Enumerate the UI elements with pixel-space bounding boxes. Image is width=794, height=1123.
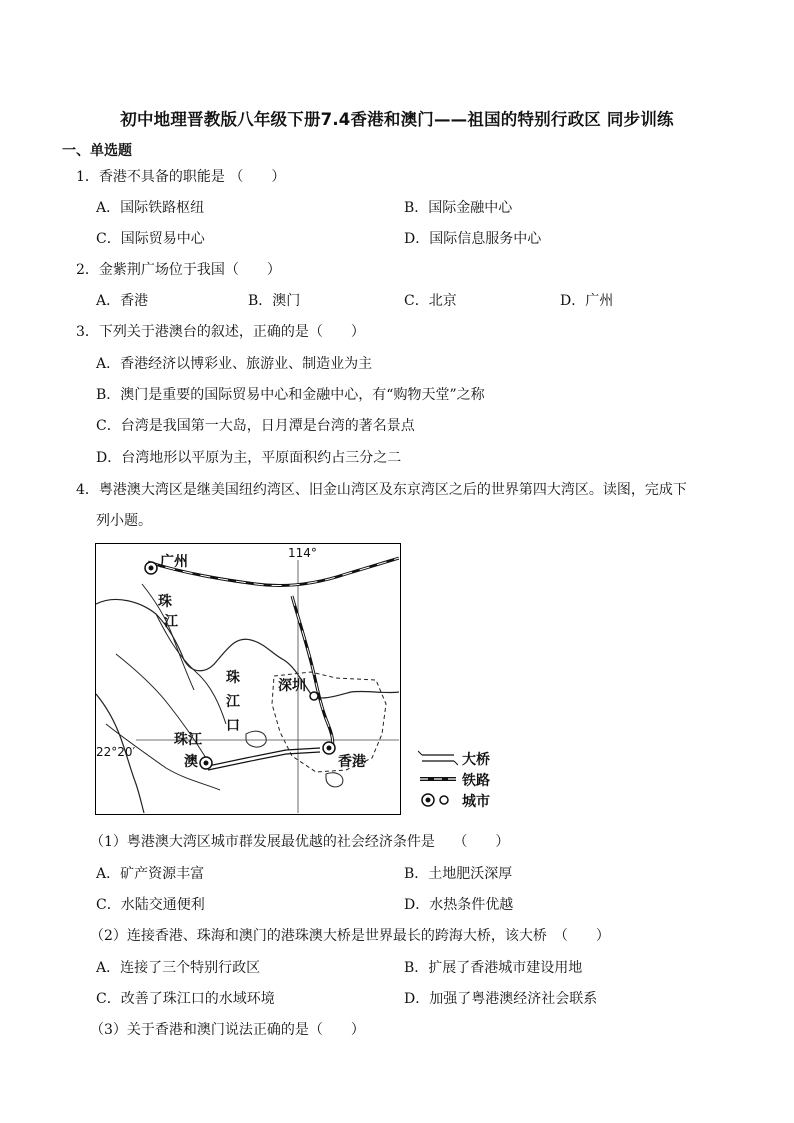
question-3-option-d: D．台湾地形以平原为主，平原面积约占三分之二 xyxy=(96,450,402,466)
page-title: 初中地理晋教版八年级下册7.4香港和澳门——祖国的特别行政区 同步训练 xyxy=(120,110,674,129)
question-4-stem-continued: 列小题。 xyxy=(96,513,152,529)
subquestion-2-option-a: A．连接了三个特别行政区 xyxy=(96,960,261,976)
map-label-hongkong: 香港 xyxy=(338,754,366,770)
city-symbol-icon xyxy=(418,791,458,809)
map-label-longitude: 114° xyxy=(288,546,317,560)
map-legend xyxy=(418,749,518,811)
subquestion-2-stem: （2）连接香港、珠海和澳门的港珠澳大桥是世界最长的跨海大桥，该大桥 （ ） xyxy=(90,928,610,944)
island-2 xyxy=(326,773,343,787)
question-2-option-a: A．香港 xyxy=(96,293,149,309)
map-label-jiang: 江 xyxy=(164,614,178,630)
question-3-option-c: C．台湾是我国第一大岛，日月潭是台湾的著名景点 xyxy=(96,418,415,434)
map-label-shenzhen: 深圳 xyxy=(278,678,306,694)
subquestion-2-option-b: B．扩展了香港城市建设用地 xyxy=(404,960,583,976)
question-3-option-a: A．香港经济以博彩业、旅游业、制造业为主 xyxy=(96,356,373,372)
question-3-stem: 3．下列关于港澳台的叙述，正确的是（ ） xyxy=(76,324,365,340)
subquestion-1-option-d: D．水热条件优越 xyxy=(404,897,514,913)
greater-bay-area-map xyxy=(95,543,401,815)
question-4-stem: 4．粤港澳大湾区是继美国纽约湾区、旧金山湾区及东京湾区之后的世界第四大湾区。读图，完成下 xyxy=(76,482,687,498)
subquestion-1-option-a: A．矿产资源丰富 xyxy=(96,866,205,882)
railway-symbol-icon xyxy=(418,770,458,788)
legend-city-label: 城市 xyxy=(462,794,490,810)
coastline xyxy=(96,599,399,697)
question-1-stem: 1．香港不具备的职能是 （ ） xyxy=(76,169,286,185)
map-label-estuary-jiang: 江 xyxy=(226,694,240,710)
island-1 xyxy=(246,731,266,747)
question-2-option-c: C．北京 xyxy=(404,293,457,309)
map-label-macau: 澳 xyxy=(184,754,198,770)
question-2-stem: 2．金紫荆广场位于我国（ ） xyxy=(76,262,281,278)
section-heading: 一、单选题 xyxy=(62,143,132,159)
question-1-option-b: B．国际金融中心 xyxy=(404,200,513,216)
map-label-latitude: 22°20′ xyxy=(96,745,136,759)
subquestion-3-stem: （3）关于香港和澳门说法正确的是（ ） xyxy=(90,1022,365,1038)
legend-bridge xyxy=(418,749,518,767)
legend-bridge-label: 大桥 xyxy=(462,752,490,768)
subquestion-1-option-c: C．水陆交通便利 xyxy=(96,897,205,913)
question-3-option-b: B．澳门是重要的国际贸易中心和金融中心，有“购物天堂”之称 xyxy=(96,387,485,403)
legend-railway-label: 铁路 xyxy=(462,773,490,789)
map-label-zhuhai: 珠江 xyxy=(174,732,202,748)
legend-city xyxy=(418,791,518,809)
subquestion-1-stem: （1）粤港澳大湾区城市群发展最优越的社会经济条件是 （ ） xyxy=(90,834,510,850)
bridge-symbol-icon xyxy=(418,749,458,767)
map-label-zhu: 珠 xyxy=(158,594,172,610)
question-1-option-c: C．国际贸易中心 xyxy=(96,231,205,247)
question-1-option-d: D．国际信息服务中心 xyxy=(404,231,542,247)
river-channel-2 xyxy=(156,614,226,724)
legend-railway xyxy=(418,770,518,788)
map-label-estuary-kou: 口 xyxy=(226,718,240,734)
question-1-option-a: A．国际铁路枢纽 xyxy=(96,200,205,216)
question-2-option-d: D．广州 xyxy=(560,293,614,309)
subquestion-2-option-c: C．改善了珠江口的水域环境 xyxy=(96,991,275,1007)
map-label-estuary-zhu: 珠 xyxy=(226,670,240,686)
city-shenzhen-marker xyxy=(310,692,318,700)
subquestion-1-option-b: B．土地肥沃深厚 xyxy=(404,866,513,882)
map-label-guangzhou: 广州 xyxy=(160,554,188,570)
question-2-option-b: B．澳门 xyxy=(248,293,301,309)
subquestion-2-option-d: D．加强了粤港澳经济社会联系 xyxy=(404,991,598,1007)
